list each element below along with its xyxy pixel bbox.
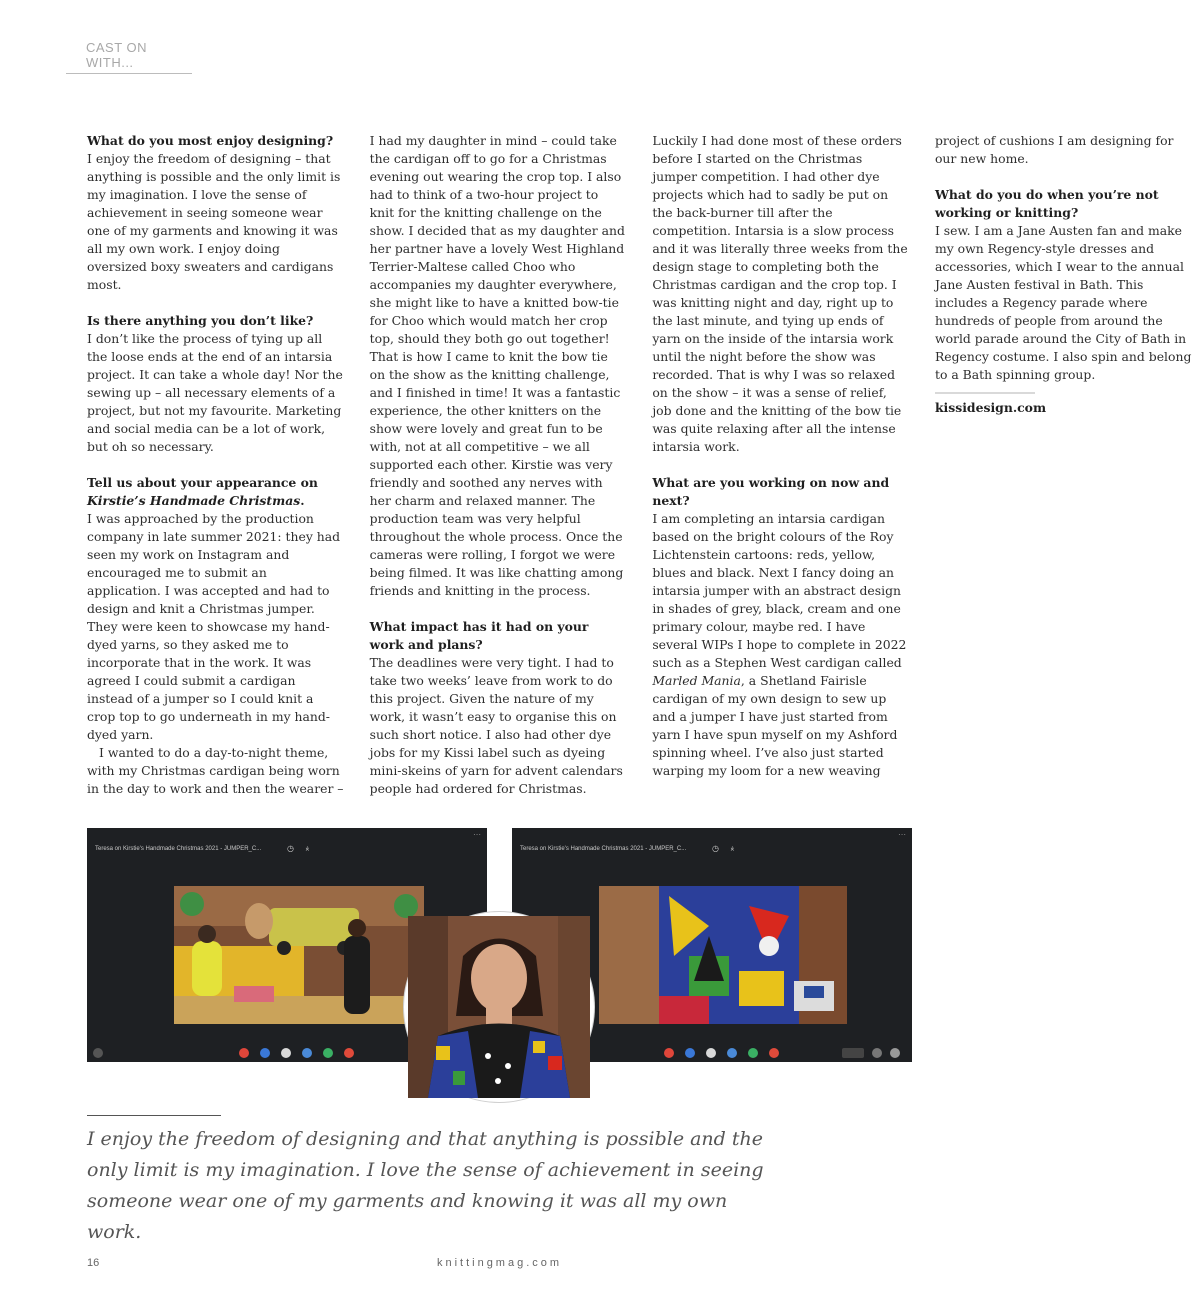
info-icon — [890, 1048, 900, 1058]
docs-icon — [302, 1048, 312, 1058]
chrome-icon — [239, 1048, 249, 1058]
thumbnail-icon — [842, 1048, 864, 1058]
question-heading: What are you working on now and next? — [652, 475, 890, 508]
clock-icon: ◷ — [712, 844, 719, 853]
play-icon — [323, 1048, 333, 1058]
answer-paragraph: I was approached by the production company in late summer 2021: they had seen my work on Instagram and encouraged me to submit an application. I was accepted and had to design and knit a Christmas jumper. They were keen to showcase my hand-dyed yarns, so they asked me to incorporate that in the work. It was agreed I could submit a cardigan instead of a jumper so I could knit a crop top to go underneath in my hand-dyed yarn. — [87, 511, 341, 742]
page-number: 16 — [87, 1257, 100, 1269]
pull-quote-rule — [87, 1115, 221, 1116]
question-heading: Is there anything you don’t like? — [87, 313, 314, 328]
pattern-title: Marled Mania — [652, 673, 741, 688]
docs-icon — [727, 1048, 737, 1058]
video-title: Teresa on Kirstie's Handmade Christmas 2021 - JUMPER_C... — [520, 846, 687, 852]
launcher-icon — [93, 1048, 103, 1058]
video-frame — [174, 886, 424, 1024]
answer-text: I am completing an intarsia cardigan based on the bright colours of the Roy Lichtenstein cartoons: reds, yellow, blues and black. Next I fancy doing an intarsia jumper with an abstract design in shades of grey, black, cream and one primary colour, maybe red. I have several WIPs I hope to complete in 2022 such as a Stephen West cardigan called — [652, 511, 907, 670]
chrome-icon — [664, 1048, 674, 1058]
share-icon: ⨰ — [730, 844, 735, 853]
footer-website[interactable]: knittingmag.com — [436, 1257, 563, 1269]
studio-scene-image — [174, 886, 424, 1024]
answer-paragraph: I sew. I am a Jane Austen fan and make my own Regency-style dresses and accessories, which I wear to the annual Jane Austen festival in Bath. This includes a Regency parade where hundreds of people from around the world parade around the City of Bath in Regency costume. I also spin and belong to a Bath spinning group. — [934, 223, 1192, 382]
question-heading — [87, 474, 344, 510]
play-icon — [748, 1048, 758, 1058]
presenter-image — [408, 916, 590, 1098]
clock-icon: ◷ — [287, 844, 294, 853]
answer-paragraph: I don’t like the process of tying up all the loose ends at the end of an intarsia project. It can take a whole day! Nor the sewing up – all necessary elements of a project, but not my favourite. Marketing and social media can be a lot of work, but oh so necessary. — [87, 331, 343, 454]
question-heading: What do you most enjoy designing? — [87, 133, 334, 148]
section-tag: CAST ON WITH... — [66, 40, 192, 74]
divider — [935, 392, 1035, 394]
more-icon: ⋯ — [898, 830, 906, 839]
show-title: Kirstie’s Handmade Christmas — [87, 493, 301, 508]
question-text: . — [300, 493, 305, 508]
files-icon — [260, 1048, 270, 1058]
website-link[interactable]: kissidesign.com — [934, 400, 1047, 415]
gmail-icon — [706, 1048, 716, 1058]
question-heading: What impact has it had on your work and plans? — [369, 619, 589, 652]
pull-quote: I enjoy the freedom of designing and that anything is possible and the only limit is my imagination. I love the sense of achievement in seeing someone wear one of my garments and knowing it was all my own work. — [87, 1128, 764, 1243]
presenter-portrait — [404, 912, 594, 1102]
article-body — [87, 132, 1192, 800]
answer-paragraph: I enjoy the freedom of designing – that anything is possible and the only limit is my imagination. I love the sense of achievement in seeing someone wear one of my garments and knowing it was all my own work. I enjoy doing oversized boxy sweaters and cardigans most. — [87, 151, 341, 292]
more-icon: ⋯ — [473, 830, 481, 839]
answer-paragraph: The deadlines were very tight. I had to take two weeks’ leave from work to do this project. Given the nature of my work, it wasn’t easy to organise this on such short notice. I also had other dye jobs for my Kissi label such as dyeing mini-skeins of yarn for advent calendars people had ordered for Christmas. Luckily I had done most of these orders before I started on the Christmas jumper competition. I had other dye projects which had to sadly be put on the back-burner till after the competition. Intarsia is a slow process and it was literally three weeks from the design stage to completing both the Christmas cardigan and the crop top. I was knitting night and day, right up to the last minute, and tying up ends of yarn on the inside of the intarsia work until the night before the show was recorded. That is why I was so relaxed on the show – it was a sense of relief, job done and the knitting of the bow tie was quite relaxing after all the intense intarsia work. — [369, 133, 908, 796]
youtube-icon — [769, 1048, 779, 1058]
share-icon: ⨰ — [305, 844, 310, 853]
video-frame — [599, 886, 847, 1024]
status-icon — [872, 1048, 882, 1058]
question-text: Tell us about your appearance on — [87, 475, 318, 490]
answer-text: , a Shetland Fairisle cardigan of my own design to sew up and a jumper I have just started from yarn I have spun myself on my Ashford spinning wheel. I’ve also just started warping my loom for a new weaving project of cushions I am designing for our new home. — [652, 133, 1174, 778]
answer-paragraph: I wanted to do a day-to-night theme, with my Christmas cardigan being worn in the day to work and then the wearer – I had my daughter in mind – could take the cardigan off to go for a Christmas evening out wearing the crop top. I also had to think of a two-hour project to knit for the knitting challenge on the show. I decided that as my daughter and her partner have a lovely West Highland Terrier-Maltese called Choo who accompanies my daughter everywhere, she might like to have a knitted bow-tie for Choo which would match her crop top, should they both go out together! That is how I came to knit the bow tie on the show as the knitting challenge, and I finished in time! It was a fantastic experience, the other knitters on the show were lovely and great fun to be with, not at all competitive – we all supported each other. Kirstie was very friendly and soothed any nerves with her charm and relaxed manner. The production team was very helpful throughout the whole process. Once the cameras were rolling, I forgot we were being filmed. It was like chatting among friends and knitting in the process. — [87, 133, 625, 796]
video-title: Teresa on Kirstie's Handmade Christmas 2021 - JUMPER_C... — [95, 846, 262, 852]
files-icon — [685, 1048, 695, 1058]
youtube-icon — [344, 1048, 354, 1058]
cardigan-closeup-image — [599, 886, 847, 1024]
gmail-icon — [281, 1048, 291, 1058]
question-heading: What do you do when you’re not working or knitting? — [934, 187, 1159, 220]
